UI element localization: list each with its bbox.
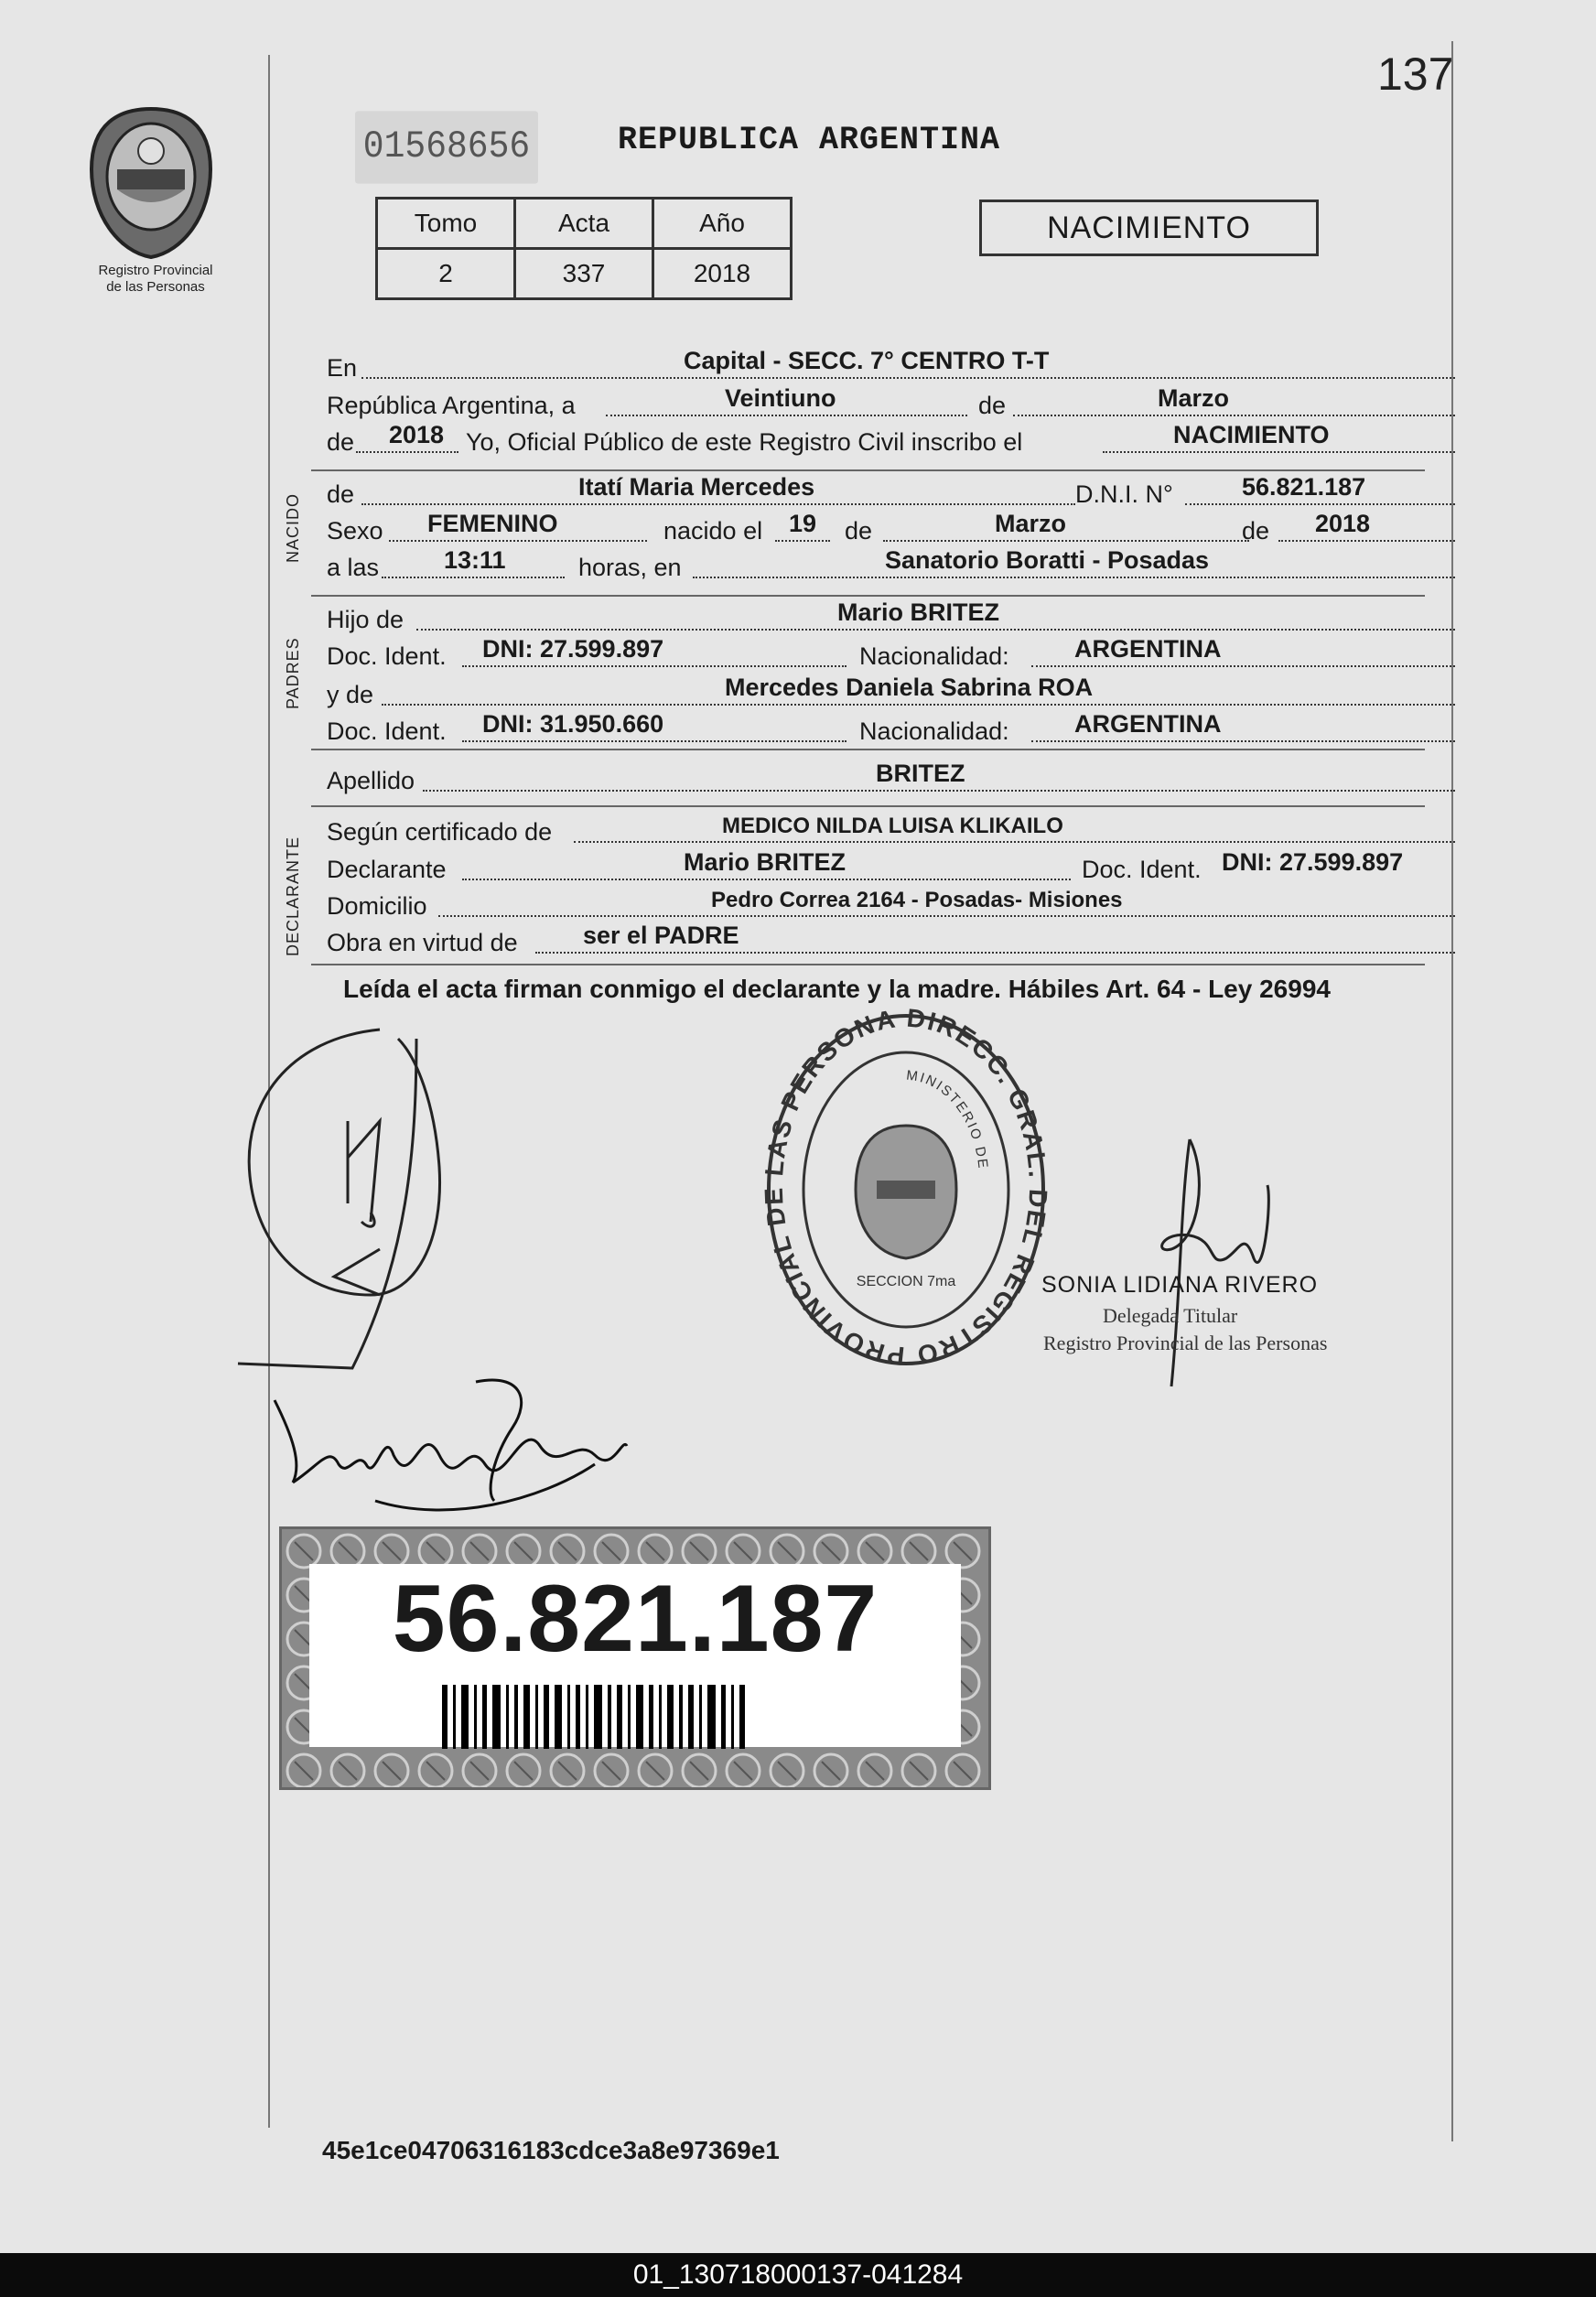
mother-signature — [265, 1364, 631, 1533]
value-declarante: Mario BRITEZ — [684, 848, 847, 876]
barcode-bar — [461, 1685, 469, 1749]
value-father-doc: DNI: 27.599.897 — [482, 635, 664, 663]
value-obra: ser el PADRE — [583, 922, 739, 949]
row-nacido-name — [327, 474, 1425, 512]
barcode-bar — [707, 1685, 716, 1749]
logo-caption-line1: Registro Provincial — [98, 263, 213, 278]
dotted-line — [356, 451, 458, 453]
table-value-anio: 2018 — [653, 249, 792, 299]
value-mother: Mercedes Daniela Sabrina ROA — [725, 674, 1094, 701]
dotted-line — [535, 952, 1455, 954]
barcode-bar — [594, 1685, 602, 1749]
dotted-line — [883, 540, 1249, 542]
dotted-line — [382, 577, 565, 578]
section-label-declarante: DECLARANTE — [284, 836, 302, 956]
barcode-bar — [506, 1685, 509, 1749]
barcode-bar — [482, 1685, 487, 1749]
value-declarante-doc: DNI: 27.599.897 — [1222, 848, 1404, 876]
value-birth-day: 19 — [789, 510, 817, 537]
value-place: Capital - SECC. 7° CENTRO T-T — [684, 347, 1050, 374]
barcode-bar — [608, 1685, 611, 1749]
dotted-line — [382, 704, 1455, 706]
label-sexo: Sexo — [327, 517, 383, 545]
label-doc-ident: Doc. Ident. — [1082, 856, 1202, 883]
dotted-line — [361, 377, 1455, 379]
value-birth-year: 2018 — [1315, 510, 1371, 537]
section-divider — [311, 805, 1425, 807]
section-label-nacido: NACIDO — [284, 492, 302, 563]
row-en — [327, 348, 1425, 386]
dotted-line — [574, 841, 1455, 843]
dotted-line — [438, 915, 1455, 917]
value-certificado: MEDICO NILDA LUISA KLIKAILO — [722, 814, 1063, 838]
dotted-line — [693, 577, 1455, 578]
section-divider — [311, 595, 1425, 597]
label-declarante: Declarante — [327, 856, 447, 883]
row-apellido — [327, 760, 1425, 799]
table-header-tomo: Tomo — [377, 199, 515, 249]
barcode-bar — [628, 1685, 631, 1749]
row-mother-doc — [327, 711, 1425, 749]
stamp-inner-text: MINISTERIO DE — [905, 1067, 991, 1171]
page-number: 137 — [1377, 49, 1454, 100]
label-nacido-el: nacido el — [663, 517, 763, 545]
barcode-bar — [667, 1685, 674, 1749]
barcode-bar — [617, 1685, 622, 1749]
dotted-line — [1031, 665, 1455, 667]
row-declarante — [327, 849, 1425, 888]
barcode-bar — [474, 1685, 477, 1749]
row-sexo — [327, 511, 1425, 549]
right-margin-line — [1451, 41, 1453, 2141]
row-hora — [327, 547, 1425, 586]
value-act-word: NACIMIENTO — [1173, 421, 1330, 448]
label-doc-ident: Doc. Ident. — [327, 642, 447, 670]
value-sexo: FEMENINO — [427, 510, 558, 537]
barcode-bar — [731, 1685, 734, 1749]
barcode-bar — [523, 1685, 530, 1749]
barcode-bar — [586, 1685, 588, 1749]
tomo-acta-anio-table — [375, 197, 793, 300]
row-republica — [327, 385, 1425, 424]
dni-number: 56.821.187 — [392, 1566, 879, 1672]
row-yo — [327, 422, 1425, 460]
barcode — [442, 1685, 845, 1749]
value-month: Marzo — [1158, 384, 1230, 412]
table-value-acta: 337 — [515, 249, 653, 299]
dotted-line — [416, 629, 1455, 631]
official-role: Delegada Titular — [1103, 1304, 1238, 1327]
label-nacionalidad: Nacionalidad: — [859, 717, 1009, 745]
official-name: SONIA LIDIANA RIVERO — [1041, 1272, 1319, 1298]
barcode-bar — [688, 1685, 694, 1749]
value-day-words: Veintiuno — [725, 384, 836, 412]
label-a-las: a las — [327, 554, 380, 581]
row-domicilio — [327, 886, 1425, 924]
value-birth-month: Marzo — [995, 510, 1067, 537]
official-organization: Registro Provincial de las Personas — [1043, 1332, 1328, 1354]
document-hash: 45e1ce04706316183cdce3a8e97369e1 — [322, 2136, 780, 2164]
table-header-acta: Acta — [515, 199, 653, 249]
value-name: Itatí Maria Mercedes — [578, 473, 815, 501]
barcode-bar — [442, 1685, 448, 1749]
barcode-bar — [453, 1685, 456, 1749]
country-heading: REPUBLICA ARGENTINA — [618, 122, 1001, 158]
logo-caption — [55, 263, 256, 296]
footer-file-id: 01_130718000137-041284 — [0, 2253, 1596, 2297]
official-oval-stamp — [760, 1007, 1052, 1377]
closing-statement: Leída el acta firman conmigo el declarante y la madre. Hábiles Art. 64 - Ley 26994 — [343, 975, 1331, 1003]
value-year: 2018 — [389, 421, 445, 448]
serial-number: 01568656 — [355, 111, 538, 183]
row-y-de — [327, 674, 1425, 713]
label-doc-ident: Doc. Ident. — [327, 717, 447, 745]
official-signature — [1116, 1130, 1299, 1400]
barcode-bar — [514, 1685, 518, 1749]
table-header-anio: Año — [653, 199, 792, 249]
dotted-line — [462, 665, 847, 667]
dni-sticker-inner — [309, 1564, 961, 1747]
value-father-nationality: ARGENTINA — [1074, 635, 1222, 663]
barcode-bar — [567, 1685, 570, 1749]
barcode-bar — [659, 1685, 662, 1749]
dotted-line — [389, 540, 647, 542]
label-republica: República Argentina, a — [327, 392, 576, 419]
declarant-signature — [233, 1020, 462, 1382]
label-obra-en-virtud: Obra en virtud de — [327, 929, 518, 956]
stamp-emblem-icon — [856, 1126, 956, 1258]
label-de: de — [978, 392, 1007, 419]
label-y-de: y de — [327, 681, 374, 708]
value-mother-doc: DNI: 31.950.660 — [482, 710, 664, 738]
table-value-tomo: 2 — [377, 249, 515, 299]
label-apellido: Apellido — [327, 767, 415, 794]
value-time: 13:11 — [444, 546, 506, 574]
barcode-bar — [535, 1685, 538, 1749]
stamp-ring-text: DIRECC. GRAL. DEL REGISTRO PROVINCIAL DE LAS PERSONA — [760, 1007, 1052, 1371]
row-hijo-de — [327, 599, 1425, 638]
label-en: En — [327, 354, 358, 382]
label-de: de — [327, 480, 355, 508]
section-divider — [311, 469, 1425, 471]
barcode-bar — [555, 1685, 562, 1749]
value-apellido: BRITEZ — [876, 760, 965, 787]
provincial-coat-of-arms-logo — [82, 105, 220, 261]
barcode-bar — [739, 1685, 745, 1749]
section-label-padres: PADRES — [284, 637, 302, 709]
stamp-section-text: SECCION 7ma — [856, 1274, 956, 1289]
value-domicilio: Pedro Correa 2164 - Posadas- Misiones — [711, 888, 1123, 912]
dotted-line — [606, 415, 967, 416]
logo-caption-line2: de las Personas — [106, 279, 205, 295]
label-de: de — [845, 517, 873, 545]
barcode-bar — [576, 1685, 580, 1749]
label-segun-certificado: Según certificado de — [327, 818, 553, 846]
dotted-line — [1185, 503, 1455, 505]
barcode-bar — [649, 1685, 653, 1749]
dotted-line — [361, 503, 1075, 505]
barcode-bar — [679, 1685, 683, 1749]
label-de: de — [1242, 517, 1270, 545]
value-father: Mario BRITEZ — [837, 599, 1000, 626]
document-type-box: NACIMIENTO — [979, 200, 1319, 256]
label-nacionalidad: Nacionalidad: — [859, 642, 1009, 670]
value-mother-nationality: ARGENTINA — [1074, 710, 1222, 738]
dotted-line — [462, 879, 1071, 880]
label-horas-en: horas, en — [578, 554, 682, 581]
value-dni: 56.821.187 — [1242, 473, 1366, 501]
row-obra — [327, 922, 1425, 961]
row-certificado — [327, 812, 1425, 850]
label-de-year: de — [327, 428, 355, 456]
value-birth-place: Sanatorio Boratti - Posadas — [885, 546, 1210, 574]
row-father-doc — [327, 636, 1425, 674]
section-divider — [311, 964, 1425, 965]
dotted-line — [1103, 451, 1455, 453]
dotted-line — [1031, 740, 1455, 742]
barcode-bar — [699, 1685, 702, 1749]
dotted-line — [1278, 540, 1455, 542]
section-divider — [311, 749, 1425, 750]
label-yo: Yo, Oficial Público de este Registro Civil inscribo el — [466, 428, 1023, 456]
dotted-line — [775, 540, 830, 542]
dotted-line — [462, 740, 847, 742]
dotted-line — [423, 790, 1455, 792]
label-domicilio: Domicilio — [327, 892, 427, 920]
dotted-line — [1013, 415, 1455, 416]
dni-number-sticker — [279, 1526, 991, 1790]
barcode-bar — [636, 1685, 643, 1749]
barcode-bar — [492, 1685, 501, 1749]
barcode-bar — [544, 1685, 549, 1749]
barcode-bar — [721, 1685, 726, 1749]
label-dni: D.N.I. N° — [1075, 480, 1173, 508]
label-hijo-de: Hijo de — [327, 606, 404, 633]
